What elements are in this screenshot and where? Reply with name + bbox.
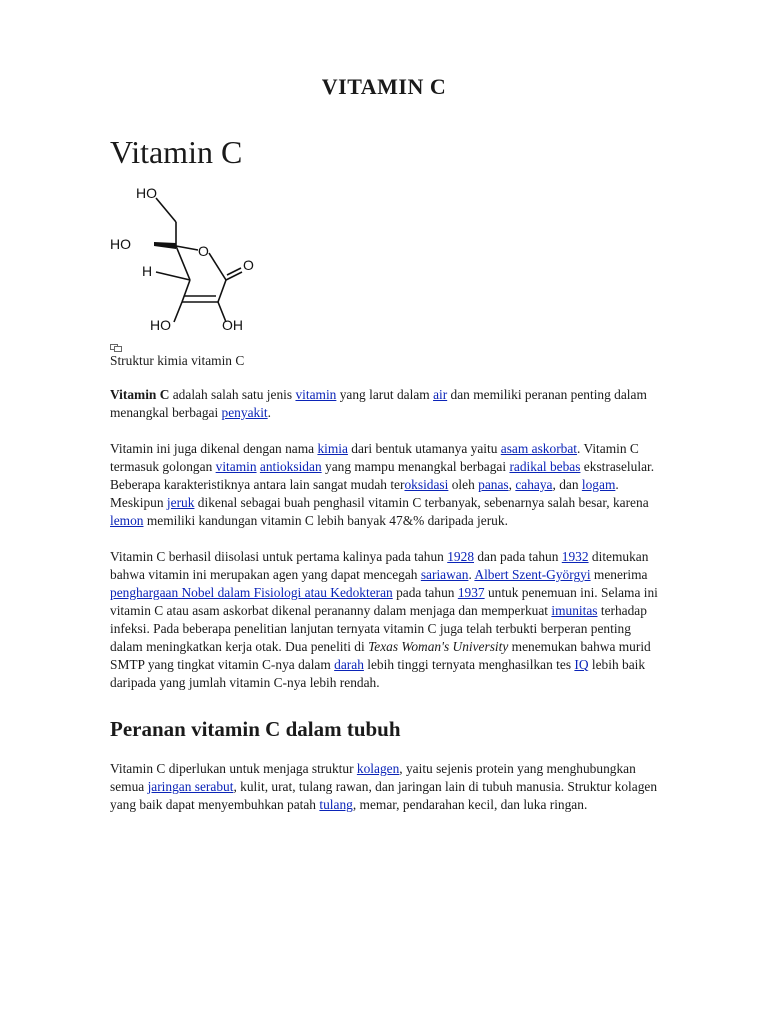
bond bbox=[174, 302, 182, 322]
text: yang mampu menangkal berbagai bbox=[321, 459, 510, 474]
link-kimia[interactable]: kimia bbox=[317, 441, 348, 456]
text: . bbox=[267, 405, 272, 420]
link-lemon[interactable]: lemon bbox=[110, 513, 144, 528]
document-title: VITAMIN C bbox=[321, 74, 447, 99]
chemical-structure-figure bbox=[110, 182, 280, 342]
paragraph-role bbox=[110, 760, 658, 814]
bond bbox=[156, 272, 190, 280]
text: lebih baik daripada yang jumlah vitamin C-nya lebih rendah. bbox=[110, 657, 646, 690]
atom-label: O bbox=[198, 243, 209, 259]
wedge-bond bbox=[154, 242, 176, 249]
text: untuk penemuan ini. Selama ini vitamin C atau asam askorbat dikenal perananny dalam menjaga dan memperkuat bbox=[110, 585, 658, 618]
text: memiliki kandungan vitamin C lebih banyak 47&% daripada jeruk. bbox=[143, 513, 508, 528]
paragraph-history bbox=[110, 548, 658, 692]
text: Vitamin C diperlukan untuk menjaga struktur bbox=[110, 761, 357, 776]
link-penyakit[interactable]: penyakit bbox=[221, 405, 268, 420]
article-heading: Vitamin C bbox=[110, 134, 243, 170]
link-1937[interactable]: 1937 bbox=[457, 585, 485, 600]
text: . Vitamin C termasuk golongan bbox=[110, 441, 639, 474]
link-air[interactable]: air bbox=[433, 387, 448, 402]
atom-label: HO bbox=[150, 317, 171, 333]
article bbox=[110, 128, 658, 832]
text: , dan bbox=[552, 477, 582, 492]
text: Vitamin C berhasil diisolasi untuk pertama kalinya pada tahun bbox=[110, 549, 448, 564]
text: , kulit, urat, tulang rawan, dan jaringan lain di tubuh manusia. Struktur kolagen yang baik dapat menyembuhkan patah bbox=[110, 779, 658, 812]
link-panas[interactable]: panas bbox=[478, 477, 509, 492]
text: ekstraselular. Beberapa karakteristiknya antara lain sangat mudah ter bbox=[110, 459, 655, 492]
text: yang larut dalam bbox=[336, 387, 434, 402]
link-vitamin[interactable]: vitamin bbox=[295, 387, 337, 402]
link-jaringan-serabut[interactable]: jaringan serabut bbox=[147, 779, 234, 794]
link-1932[interactable]: 1932 bbox=[561, 549, 589, 564]
bond bbox=[226, 272, 242, 280]
bond bbox=[176, 246, 198, 250]
link-iq[interactable]: IQ bbox=[574, 657, 589, 672]
link-kolagen[interactable]: kolagen bbox=[356, 761, 400, 776]
link-jeruk[interactable]: jeruk bbox=[166, 495, 195, 510]
link-radikal-bebas[interactable]: radikal bebas bbox=[509, 459, 581, 474]
text: , memar, pendarahan kecil, dan luka ringan. bbox=[352, 797, 588, 812]
link-tulang[interactable]: tulang bbox=[319, 797, 353, 812]
text: , yaitu sejenis protein yang menghubungkan semua bbox=[110, 761, 636, 794]
link-nobel-prize[interactable]: penghargaan Nobel dalam Fisiologi atau Kedokteran bbox=[110, 585, 393, 600]
text: adalah salah satu jenis bbox=[169, 387, 296, 402]
atom-label: OH bbox=[222, 317, 243, 333]
atom-label: HO bbox=[136, 185, 157, 201]
text: dan memiliki peranan penting dalam menangkal berbagai bbox=[110, 387, 647, 420]
text: dan pada tahun bbox=[474, 549, 562, 564]
text: ditemukan bahwa vitamin ini merupakan agen yang dapat mencegah bbox=[110, 549, 649, 582]
bond bbox=[156, 198, 176, 222]
link-imunitas[interactable]: imunitas bbox=[551, 603, 598, 618]
text: menemukan bahwa murid SMTP yang tingkat vitamin C-nya dalam bbox=[110, 639, 651, 672]
link-cahaya[interactable]: cahaya bbox=[515, 477, 553, 492]
vitamin-c-structure-diagram bbox=[110, 182, 280, 342]
text: dari bentuk utamanya yaitu bbox=[347, 441, 501, 456]
text: oleh bbox=[448, 477, 479, 492]
paragraph-chemistry bbox=[110, 440, 658, 530]
text: Vitamin ini juga dikenal dengan nama bbox=[110, 441, 318, 456]
text: lebih tinggi ternyata menghasilkan tes bbox=[363, 657, 575, 672]
link-oksidasi[interactable]: oksidasi bbox=[404, 477, 449, 492]
link-albert-szent-gyorgyi[interactable]: Albert Szent-Györgyi bbox=[474, 567, 591, 582]
text: . Meskipun bbox=[110, 477, 619, 510]
link-darah[interactable]: darah bbox=[334, 657, 364, 672]
text: , bbox=[508, 477, 516, 492]
paragraph-intro bbox=[110, 386, 658, 422]
bond bbox=[176, 246, 190, 280]
section-heading: Peranan vitamin C dalam tubuh bbox=[110, 717, 401, 741]
italic-institution: Texas Woman's University bbox=[368, 639, 509, 654]
figure-caption: Struktur kimia vitamin C bbox=[110, 353, 245, 368]
atom-label: HO bbox=[110, 236, 131, 252]
bond bbox=[209, 253, 226, 280]
text: dikenal sebagai buah penghasil vitamin C terbanyak, sebenarnya salah besar, karena bbox=[194, 495, 649, 510]
text: menerima bbox=[590, 567, 648, 582]
link-antioksidan[interactable]: antioksidan bbox=[259, 459, 322, 474]
link-1928[interactable]: 1928 bbox=[447, 549, 475, 564]
bond bbox=[218, 280, 226, 302]
bond bbox=[182, 280, 190, 302]
link-vitamin[interactable]: vitamin bbox=[215, 459, 257, 474]
text: pada tahun bbox=[392, 585, 458, 600]
atom-label: O bbox=[243, 257, 254, 273]
enlarge-icon[interactable] bbox=[110, 344, 122, 352]
bold-term: Vitamin C bbox=[110, 387, 170, 402]
link-sariawan[interactable]: sariawan bbox=[420, 567, 469, 582]
link-asam-askorbat[interactable]: asam askorbat bbox=[500, 441, 578, 456]
text: . bbox=[468, 567, 475, 582]
link-logam[interactable]: logam bbox=[581, 477, 616, 492]
atom-label: H bbox=[142, 263, 153, 279]
text: terhadap infeksi. Pada beberapa penelitian lanjutan ternyata vitamin C juga telah terbukti berperan penting dalam meningkatkan kerja otak. Dua peneliti di bbox=[110, 603, 647, 654]
